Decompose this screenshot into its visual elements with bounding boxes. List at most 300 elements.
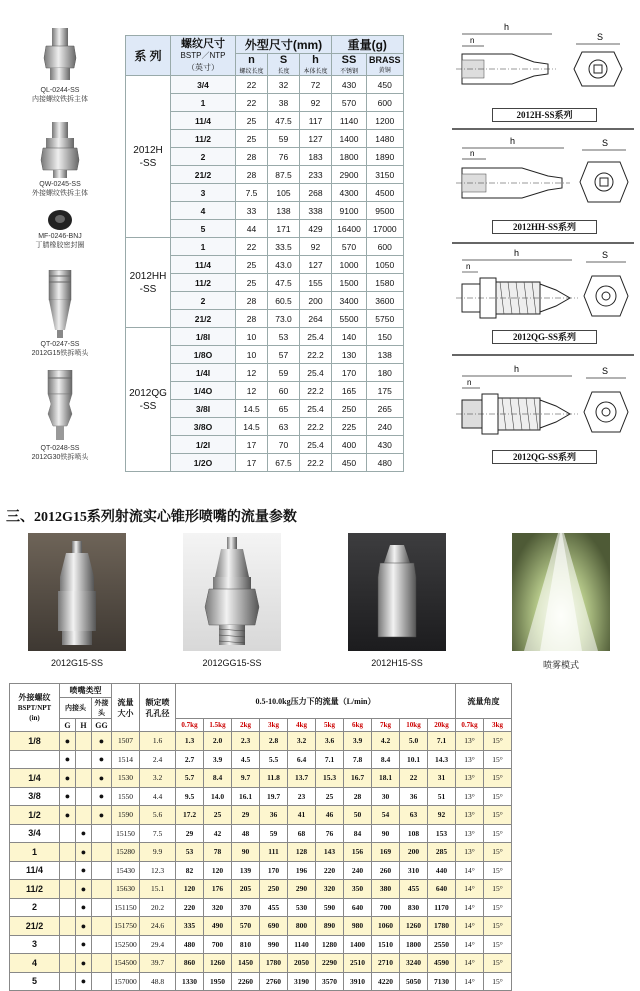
flow-rate-cell: 2.3 <box>232 732 260 751</box>
photo-caption: 2012G15-SS <box>50 658 104 668</box>
photo-caption: 2012GG15-SS <box>202 658 262 668</box>
spec-value-cell: 25 <box>236 256 268 274</box>
flow-header-angle-col: 3kg <box>484 719 512 732</box>
flow-rate-cell: 2260 <box>232 972 260 991</box>
spec-value-cell: 25.4 <box>300 436 332 454</box>
flow-rate-cell: 2.7 <box>176 750 204 769</box>
flow-type-gg-cell: ● <box>92 769 112 788</box>
svg-text:S: S <box>602 138 609 148</box>
flow-rate-cell: 2510 <box>344 954 372 973</box>
flow-row <box>10 750 512 769</box>
spec-value-cell: 22 <box>236 238 268 256</box>
spec-value-cell: 72 <box>300 76 332 94</box>
flow-angle-cell: 14° <box>456 954 484 973</box>
spec-size-cell: 5 <box>171 220 236 238</box>
flow-rate-cell: 1170 <box>428 898 456 917</box>
svg-text:S: S <box>597 32 604 42</box>
spec-value-cell: 33 <box>236 202 268 220</box>
flow-capacity-cell: 152500 <box>112 935 140 954</box>
flow-header-pressure-col: 3kg <box>260 719 288 732</box>
spec-size-cell: 1/2I <box>171 436 236 454</box>
spec-value-cell: 3400 <box>332 292 367 310</box>
flow-orifice-cell: 12.3 <box>140 861 176 880</box>
drawing-divider <box>452 128 634 130</box>
flow-rate-cell: 530 <box>288 898 316 917</box>
flow-type-g-cell <box>60 880 76 899</box>
flow-size-cell: 3/4 <box>10 824 60 843</box>
flow-header-pressure-col: 4kg <box>288 719 316 732</box>
flow-orifice-cell: 39.7 <box>140 954 176 973</box>
flow-orifice-cell: 9.9 <box>140 843 176 862</box>
spec-size-cell: 1/8I <box>171 328 236 346</box>
flow-rate-cell: 700 <box>372 898 400 917</box>
flow-header-angle: 流量角度 <box>456 684 512 719</box>
part-ql-0244: QL-0244-SS 内接螺纹铁拆主体 <box>0 28 120 104</box>
flow-angle-cell: 15° <box>484 917 512 936</box>
flow-rate-cell: 320 <box>316 880 344 899</box>
flow-rate-cell: 7.1 <box>428 732 456 751</box>
flow-angle-cell: 15° <box>484 954 512 973</box>
spec-value-cell: 33.5 <box>268 238 300 256</box>
flow-rate-cell: 11.8 <box>260 769 288 788</box>
spec-value-cell: 265 <box>367 400 404 418</box>
svg-text:h: h <box>510 136 516 146</box>
flow-header-pressure-col: 0.7kg <box>176 719 204 732</box>
spec-value-cell: 225 <box>332 418 367 436</box>
flow-rate-cell: 990 <box>260 935 288 954</box>
spec-value-cell: 150 <box>367 328 404 346</box>
spec-value-cell: 430 <box>367 436 404 454</box>
photo-2012g15 <box>28 533 126 651</box>
flow-rate-cell: 5050 <box>400 972 428 991</box>
flow-rate-cell: 4.2 <box>372 732 400 751</box>
flow-orifice-cell: 29.4 <box>140 935 176 954</box>
flow-rate-cell: 90 <box>372 824 400 843</box>
flow-rate-cell: 41 <box>288 806 316 825</box>
spec-table <box>125 35 404 472</box>
spec-value-cell: 450 <box>367 76 404 94</box>
flow-rate-cell: 335 <box>176 917 204 936</box>
flow-orifice-cell: 24.6 <box>140 917 176 936</box>
spec-value-cell: 200 <box>300 292 332 310</box>
flow-header-pressure-col: 20kg <box>428 719 456 732</box>
spec-size-cell: 4 <box>171 202 236 220</box>
part-qt-0247: QT-0247-SS 2012G15铁拆喷头 <box>0 270 120 358</box>
flow-angle-cell: 15° <box>484 824 512 843</box>
section-title: 三、2012G15系列射流实心锥形喷嘴的流量参数 <box>6 510 297 525</box>
spec-value-cell: 22.2 <box>300 382 332 400</box>
svg-text:n: n <box>470 36 475 45</box>
spec-value-cell: 2900 <box>332 166 367 184</box>
spec-value-cell: 233 <box>300 166 332 184</box>
flow-angle-cell: 15° <box>484 787 512 806</box>
flow-rate-cell: 890 <box>316 917 344 936</box>
spec-value-cell: 87.5 <box>268 166 300 184</box>
spec-value-cell: 268 <box>300 184 332 202</box>
flow-type-gg-cell <box>92 880 112 899</box>
spec-value-cell: 1400 <box>332 130 367 148</box>
flow-rate-cell: 810 <box>232 935 260 954</box>
flow-row <box>10 824 512 843</box>
spec-value-cell: 22.2 <box>300 346 332 364</box>
flow-type-gg-cell <box>92 954 112 973</box>
flow-type-g-cell: ● <box>60 732 76 751</box>
flow-angle-cell: 15° <box>484 750 512 769</box>
spec-value-cell: 14.5 <box>236 400 268 418</box>
flow-type-gg-cell <box>92 935 112 954</box>
flow-capacity-cell: 15630 <box>112 880 140 899</box>
spec-size-cell: 3/8O <box>171 418 236 436</box>
spec-value-cell: 92 <box>300 94 332 112</box>
flow-rate-cell: 84 <box>344 824 372 843</box>
flow-rate-cell: 92 <box>428 806 456 825</box>
spec-value-cell: 183 <box>300 148 332 166</box>
flow-rate-cell: 3910 <box>344 972 372 991</box>
spec-header-weight: 重量(g) <box>332 36 404 54</box>
flow-row <box>10 972 512 991</box>
flow-rate-cell: 153 <box>428 824 456 843</box>
flow-rate-cell: 455 <box>400 880 428 899</box>
spec-value-cell: 429 <box>300 220 332 238</box>
flow-row <box>10 769 512 788</box>
flow-rate-cell: 82 <box>176 861 204 880</box>
flow-rate-cell: 76 <box>316 824 344 843</box>
spec-value-cell: 12 <box>236 382 268 400</box>
spec-value-cell: 170 <box>332 364 367 382</box>
spec-value-cell: 430 <box>332 76 367 94</box>
flow-type-h-cell: ● <box>76 880 92 899</box>
spec-header-h: h 本体长度 <box>300 54 332 76</box>
spec-value-cell: 10 <box>236 328 268 346</box>
spec-value-cell: 450 <box>332 454 367 472</box>
flow-rate-cell: 205 <box>232 880 260 899</box>
flow-rate-cell: 156 <box>344 843 372 862</box>
flow-type-g-cell <box>60 954 76 973</box>
spec-value-cell: 44 <box>236 220 268 238</box>
spec-value-cell: 4300 <box>332 184 367 202</box>
flow-rate-cell: 2050 <box>288 954 316 973</box>
flow-rate-cell: 14.3 <box>428 750 456 769</box>
flow-header-thread: 外接螺纹 BSPT/NPT (in) <box>10 684 60 732</box>
flow-rate-cell: 1950 <box>204 972 232 991</box>
flow-rate-cell: 4590 <box>428 954 456 973</box>
spec-value-cell: 130 <box>332 346 367 364</box>
spec-value-cell: 59 <box>268 130 300 148</box>
flow-rate-cell: 1510 <box>372 935 400 954</box>
spec-value-cell: 140 <box>332 328 367 346</box>
flow-capacity-cell: 151750 <box>112 917 140 936</box>
flow-rate-cell: 800 <box>288 917 316 936</box>
flow-type-gg-cell: ● <box>92 806 112 825</box>
flow-type-g-cell <box>60 898 76 917</box>
flow-rate-cell: 1780 <box>428 917 456 936</box>
spec-header-thread: 螺纹尺寸 BSTP／NTP （英寸） <box>171 36 236 76</box>
flow-angle-cell: 13° <box>456 787 484 806</box>
spec-value-cell: 22.2 <box>300 454 332 472</box>
flow-rate-cell: 3.6 <box>316 732 344 751</box>
flow-type-gg-cell: ● <box>92 750 112 769</box>
flow-header-pressure-col: 2kg <box>232 719 260 732</box>
spray-tip-icon <box>45 370 75 444</box>
flow-rate-cell: 53 <box>176 843 204 862</box>
spec-row <box>126 238 404 256</box>
flow-type-gg-cell <box>92 972 112 991</box>
flow-rate-cell: 46 <box>316 806 344 825</box>
flow-row <box>10 880 512 899</box>
flow-rate-cell: 5.7 <box>176 769 204 788</box>
flow-rate-cell: 29 <box>176 824 204 843</box>
flow-rate-cell: 139 <box>232 861 260 880</box>
spec-value-cell: 67.5 <box>268 454 300 472</box>
flow-orifice-cell: 2.4 <box>140 750 176 769</box>
flow-rate-cell: 3240 <box>400 954 428 973</box>
flow-rate-cell: 380 <box>372 880 400 899</box>
flow-angle-cell: 14° <box>456 898 484 917</box>
flow-rate-cell: 54 <box>372 806 400 825</box>
nozzle-photo-icon <box>348 533 446 651</box>
flow-rate-cell: 455 <box>260 898 288 917</box>
spec-value-cell: 22 <box>236 94 268 112</box>
flow-rate-cell: 240 <box>344 861 372 880</box>
spec-value-cell: 12 <box>236 364 268 382</box>
flow-rate-cell: 570 <box>232 917 260 936</box>
flow-rate-cell: 3190 <box>288 972 316 991</box>
spec-value-cell: 155 <box>300 274 332 292</box>
flow-rate-cell: 17.2 <box>176 806 204 825</box>
flow-header-h: H <box>76 719 92 732</box>
spec-value-cell: 9100 <box>332 202 367 220</box>
spec-value-cell: 138 <box>367 346 404 364</box>
spec-value-cell: 4500 <box>367 184 404 202</box>
spec-value-cell: 264 <box>300 310 332 328</box>
spec-value-cell: 47.5 <box>268 112 300 130</box>
flow-type-g-cell: ● <box>60 806 76 825</box>
flow-rate-cell: 640 <box>344 898 372 917</box>
spec-table-body <box>126 76 404 472</box>
photo-spray-pattern <box>512 533 610 651</box>
svg-text:S: S <box>602 250 609 260</box>
spec-value-cell: 25.4 <box>300 400 332 418</box>
spec-value-cell: 25.4 <box>300 364 332 382</box>
spec-value-cell: 47.5 <box>268 274 300 292</box>
flow-rate-cell: 2290 <box>316 954 344 973</box>
spec-value-cell: 28 <box>236 292 268 310</box>
drawing-label: 2012QG-SS系列 <box>492 450 597 464</box>
flow-angle-cell: 15° <box>484 898 512 917</box>
flow-rate-cell: 36 <box>400 787 428 806</box>
flow-type-h-cell: ● <box>76 972 92 991</box>
flow-angle-cell: 15° <box>484 843 512 862</box>
spec-value-cell: 175 <box>367 382 404 400</box>
flow-rate-cell: 1330 <box>176 972 204 991</box>
spec-value-cell: 25 <box>236 130 268 148</box>
spec-value-cell: 43.0 <box>268 256 300 274</box>
flow-angle-cell: 14° <box>456 861 484 880</box>
drawing-2012hh <box>452 132 634 240</box>
flow-type-h-cell <box>76 806 92 825</box>
flow-size-cell: 1/2 <box>10 806 60 825</box>
spec-value-cell: 22 <box>236 76 268 94</box>
flow-type-g-cell <box>60 935 76 954</box>
flow-type-g-cell <box>60 824 76 843</box>
svg-text:h: h <box>504 22 510 32</box>
drawing-2012h <box>452 12 634 124</box>
spec-value-cell: 1140 <box>332 112 367 130</box>
flow-type-h-cell <box>76 750 92 769</box>
spec-value-cell: 73.0 <box>268 310 300 328</box>
flow-rate-cell: 16.7 <box>344 769 372 788</box>
o-ring-icon <box>46 208 74 232</box>
technical-drawing-icon <box>452 246 634 332</box>
spec-value-cell: 3600 <box>367 292 404 310</box>
flow-orifice-cell: 15.1 <box>140 880 176 899</box>
spec-value-cell: 171 <box>268 220 300 238</box>
spec-series-cell: 2012HH -SS <box>126 238 171 328</box>
flow-rate-cell: 169 <box>372 843 400 862</box>
flow-header-type: 喷嘴类型 <box>60 684 112 698</box>
svg-text:h: h <box>514 364 520 374</box>
flow-rate-cell: 8.4 <box>372 750 400 769</box>
photo-caption: 喷雾模式 <box>542 660 579 670</box>
flow-rate-cell: 120 <box>204 861 232 880</box>
svg-text:S: S <box>602 366 609 376</box>
flow-rate-cell: 260 <box>372 861 400 880</box>
part-qt-0248: QT-0248-SS 2012G30铁拆喷头 <box>0 370 120 462</box>
spec-value-cell: 28 <box>236 310 268 328</box>
flow-orifice-cell: 3.2 <box>140 769 176 788</box>
flow-type-h-cell <box>76 787 92 806</box>
flow-row <box>10 917 512 936</box>
spec-value-cell: 240 <box>367 418 404 436</box>
flow-rate-cell: 7130 <box>428 972 456 991</box>
flow-rate-cell: 310 <box>400 861 428 880</box>
flow-rate-cell: 250 <box>260 880 288 899</box>
spec-value-cell: 17 <box>236 454 268 472</box>
flow-angle-cell: 15° <box>484 935 512 954</box>
flow-rate-cell: 860 <box>176 954 204 973</box>
flow-angle-cell: 13° <box>456 732 484 751</box>
drawing-2012qg-a <box>452 246 634 351</box>
spec-value-cell: 28 <box>236 166 268 184</box>
svg-text:n: n <box>470 149 475 158</box>
spec-value-cell: 16400 <box>332 220 367 238</box>
flow-angle-cell: 15° <box>484 806 512 825</box>
spec-size-cell: 3/4 <box>171 76 236 94</box>
spec-value-cell: 600 <box>367 238 404 256</box>
flow-rate-cell: 1260 <box>400 917 428 936</box>
flow-rate-cell: 7.8 <box>344 750 372 769</box>
flow-header-pressure-col: 5kg <box>316 719 344 732</box>
spec-value-cell: 25 <box>236 112 268 130</box>
flow-type-gg-cell <box>92 843 112 862</box>
spec-size-cell: 11/4 <box>171 112 236 130</box>
spec-value-cell: 17 <box>236 436 268 454</box>
flow-header-inner: 内接头 <box>60 698 92 719</box>
spec-size-cell: 1/8O <box>171 346 236 364</box>
flow-rate-cell: 220 <box>176 898 204 917</box>
flow-header-pressure-col: 1.5kg <box>204 719 232 732</box>
flow-size-cell: 3 <box>10 935 60 954</box>
flow-type-h-cell <box>76 769 92 788</box>
flow-capacity-cell: 1590 <box>112 806 140 825</box>
drawing-2012qg-b <box>452 358 634 466</box>
flow-capacity-cell: 1550 <box>112 787 140 806</box>
flow-rate-cell: 22 <box>400 769 428 788</box>
spec-size-cell: 1/4I <box>171 364 236 382</box>
flow-rate-cell: 13.7 <box>288 769 316 788</box>
technical-drawing-icon <box>452 358 634 448</box>
flow-rate-cell: 23 <box>288 787 316 806</box>
flow-type-g-cell: ● <box>60 769 76 788</box>
flow-rate-cell: 176 <box>204 880 232 899</box>
flow-capacity-cell: 15150 <box>112 824 140 843</box>
flow-rate-cell: 19.7 <box>260 787 288 806</box>
flow-size-cell <box>10 750 60 769</box>
technical-drawing-icon <box>452 12 634 107</box>
spec-value-cell: 28 <box>236 148 268 166</box>
flow-rate-cell: 3.2 <box>288 732 316 751</box>
flow-angle-cell: 15° <box>484 861 512 880</box>
flow-type-gg-cell <box>92 898 112 917</box>
spec-value-cell: 105 <box>268 184 300 202</box>
spec-value-cell: 7.5 <box>236 184 268 202</box>
spec-value-cell: 53 <box>268 328 300 346</box>
flow-rate-cell: 120 <box>176 880 204 899</box>
flow-row <box>10 935 512 954</box>
flow-angle-cell: 14° <box>456 880 484 899</box>
spec-value-cell: 5750 <box>367 310 404 328</box>
flow-angle-cell: 15° <box>484 880 512 899</box>
flow-rate-cell: 28 <box>344 787 372 806</box>
spec-value-cell: 127 <box>300 256 332 274</box>
spec-value-cell: 570 <box>332 238 367 256</box>
spec-value-cell: 600 <box>367 94 404 112</box>
spec-header-series: 系 列 <box>126 36 171 76</box>
flow-type-g-cell <box>60 861 76 880</box>
flow-rate-cell: 29 <box>232 806 260 825</box>
spec-value-cell: 338 <box>300 202 332 220</box>
flow-angle-cell: 15° <box>484 732 512 751</box>
spec-value-cell: 1580 <box>367 274 404 292</box>
flow-rate-cell: 590 <box>316 898 344 917</box>
spec-value-cell: 1200 <box>367 112 404 130</box>
flow-orifice-cell: 7.5 <box>140 824 176 843</box>
spec-value-cell: 1480 <box>367 130 404 148</box>
flow-type-h-cell <box>76 732 92 751</box>
flow-row <box>10 954 512 973</box>
flow-rate-cell: 50 <box>344 806 372 825</box>
flow-rate-cell: 1260 <box>204 954 232 973</box>
spec-series-cell: 2012QG -SS <box>126 328 171 472</box>
flow-rate-cell: 15.3 <box>316 769 344 788</box>
spec-value-cell: 480 <box>367 454 404 472</box>
spec-size-cell: 1/4O <box>171 382 236 400</box>
spec-header-s: S 长度 <box>268 54 300 76</box>
spec-value-cell: 70 <box>268 436 300 454</box>
spec-header-dims: 外型尺寸(mm) <box>236 36 332 54</box>
flow-rate-cell: 170 <box>260 861 288 880</box>
flow-rate-cell: 2.8 <box>260 732 288 751</box>
flow-type-h-cell: ● <box>76 861 92 880</box>
flow-rate-cell: 350 <box>344 880 372 899</box>
spec-header-brass: BRASS 黄铜 <box>367 54 404 76</box>
flow-rate-cell: 1450 <box>232 954 260 973</box>
spec-size-cell: 1/2O <box>171 454 236 472</box>
spec-size-cell: 1 <box>171 238 236 256</box>
flow-type-h-cell: ● <box>76 954 92 973</box>
spec-size-cell: 3/8I <box>171 400 236 418</box>
spec-row <box>126 76 404 94</box>
